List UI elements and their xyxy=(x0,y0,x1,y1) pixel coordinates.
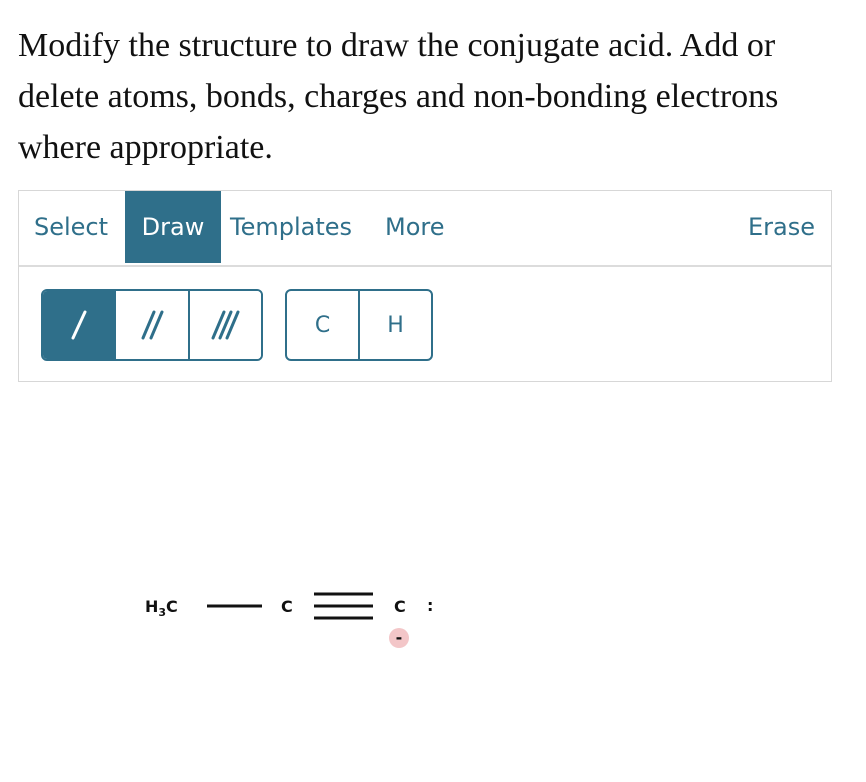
structure-editor xyxy=(18,190,832,382)
single-bond-button[interactable] xyxy=(43,291,114,359)
atom-c-middle[interactable]: C xyxy=(281,597,293,616)
tab-more[interactable]: More xyxy=(385,213,445,241)
lone-pair[interactable]: : xyxy=(427,596,434,615)
single-bond-icon xyxy=(64,305,94,345)
question-text: Modify the structure to draw the conjugate acid. Add or delete atoms, bonds, charges and non-bonding electrons where appropriate. xyxy=(18,27,779,166)
carbon-atom-button[interactable]: C xyxy=(314,312,331,338)
atom-c-terminal[interactable]: C xyxy=(394,597,406,616)
drawing-canvas[interactable] xyxy=(18,382,832,762)
negative-charge: - xyxy=(395,628,403,647)
tab-draw[interactable]: Draw xyxy=(125,191,221,263)
atom-h3c[interactable]: $H_3C$ xyxy=(145,597,178,619)
tab-templates[interactable]: Templates xyxy=(230,213,353,241)
erase-button[interactable]: Erase xyxy=(747,213,815,241)
editor-toolbar xyxy=(19,191,831,267)
triple-bond-button[interactable] xyxy=(188,291,261,359)
atom-tools xyxy=(285,289,433,361)
hydrogen-atom-button[interactable]: H xyxy=(358,291,431,359)
tab-select[interactable]: Select xyxy=(34,213,109,241)
triple-bond-icon xyxy=(207,305,243,345)
double-bond-icon xyxy=(137,305,167,345)
bond-tools xyxy=(41,289,263,361)
double-bond-button[interactable] xyxy=(114,291,187,359)
molecule-drawing xyxy=(18,382,832,762)
